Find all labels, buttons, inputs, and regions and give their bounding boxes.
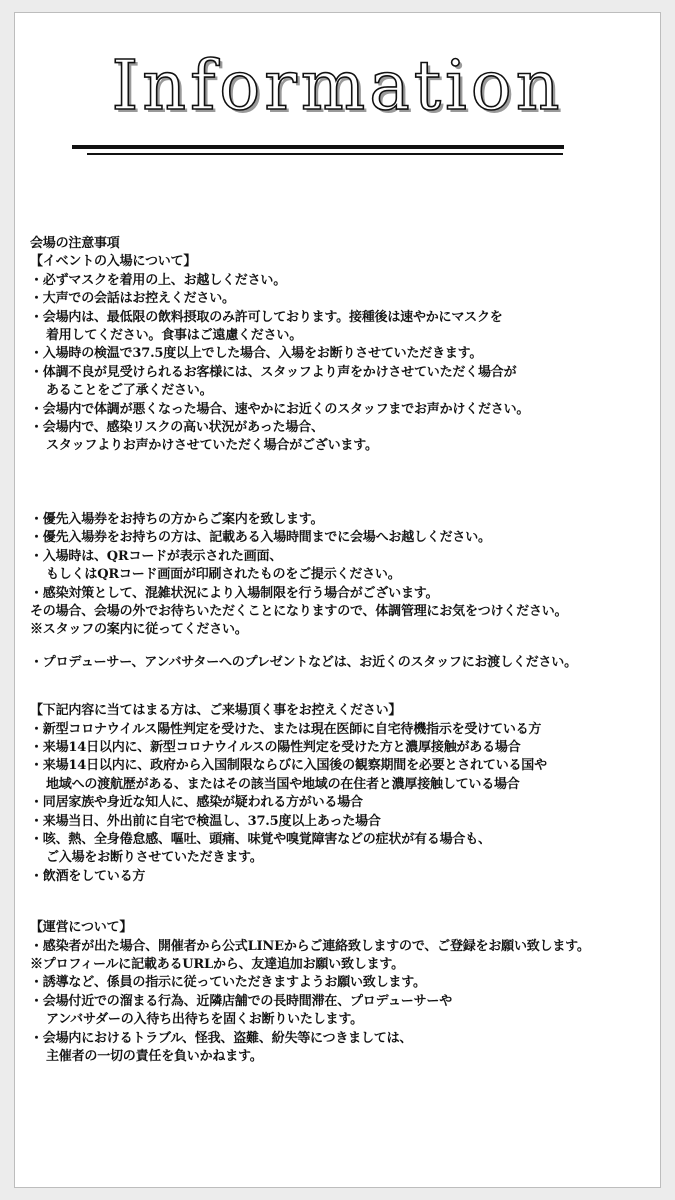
notice-line-continued: 主催者の一切の責任を負いかねます。 (46, 1049, 263, 1065)
notice-line-continued: 着用してください。食事はご遠慮ください。 (46, 328, 303, 344)
notice-line: ・会場付近での溜まる行為、近隣店舗での長時間滞在、プロデューサーや (30, 993, 453, 1009)
notice-line: その場合、会場の外でお待ちいただくことになりますので、体調管理にお気をつけください。 (30, 603, 568, 619)
section-heading: 【運営について】 (30, 920, 133, 936)
section-heading: 【下記内容に当てはまる方は、ご来場頂く事をお控えください】 (30, 703, 402, 719)
notice-line: ・誘導など、係員の指示に従っていただきますようお願い致します。 (30, 975, 426, 991)
notice-line: ・来場14日以内に、政府から入国制限ならびに入国後の観察期間を必要とされている国や (30, 758, 547, 774)
section-subheading: 【イベントの入場について】 (30, 254, 197, 270)
notice-line: ・感染者が出た場合、開催者から公式LINEからご連絡致しますので、ご登録をお願い致します。 (30, 938, 590, 954)
notice-line: ・入場時は、QRコードが表示された画面、 (30, 548, 283, 564)
information-sheet (14, 12, 661, 1188)
notice-line-continued: ご入場をお断りさせていただきます。 (46, 850, 263, 866)
title-underline-thin (87, 153, 563, 155)
notice-line: ・咳、熱、全身倦怠感、嘔吐、頭痛、味覚や嗅覚障害などの症状が有る場合も、 (30, 831, 491, 847)
notice-line-continued: あることをご了承ください。 (46, 383, 213, 399)
page-title: Information (111, 47, 564, 126)
notice-line: ・会場内におけるトラブル、怪我、盗難、紛失等につきましては、 (30, 1030, 413, 1046)
notice-line: ・必ずマスクを着用の上、お越しください。 (30, 272, 287, 288)
notice-line: ・来場14日以内に、新型コロナウイルスの陽性判定を受けた方と濃厚接触がある場合 (30, 739, 521, 755)
notice-line: ・優先入場券をお持ちの方からご案内を致します。 (30, 511, 324, 527)
notice-line: ・感染対策として、混雑状況により入場制限を行う場合がございます。 (30, 585, 439, 601)
notice-line: ・入場時の検温で37.5度以上でした場合、入場をお断りさせていただきます。 (30, 346, 483, 362)
notice-line: ・飲酒をしている方 (30, 868, 146, 884)
notice-line: ・会場内で、感染リスクの高い状況があった場合、 (30, 420, 324, 436)
notice-line-continued: 地域への渡航歴がある、またはその該当国や地域の在住者と濃厚接触している場合 (46, 776, 520, 792)
present-note: ・プロデューサー、アンバサターへのプレゼントなどは、お近くのスタッフにお渡しください。 (30, 654, 577, 670)
notice-body (30, 235, 652, 1066)
notice-line: ・新型コロナウイルス陽性判定を受けた、または現在医師に自宅待機指示を受けている方 (30, 721, 542, 737)
notice-line: ・会場内は、最低限の飲料摂取のみ許可しております。接種後は速やかにマスクを (30, 309, 503, 325)
section-heading: 会場の注意事項 (30, 236, 120, 251)
notice-line-continued: スタッフよりお声かけさせていただく場合がございます。 (46, 438, 378, 454)
notice-line-continued: もしくはQRコード画面が印刷されたものをご提示ください。 (46, 567, 401, 583)
notice-line: ・来場当日、外出前に自宅で検温し、37.5度以上あった場合 (30, 813, 381, 829)
title-underline-thick (72, 145, 564, 149)
notice-line-continued: アンバサダーの入待ち出待ちを固くお断りいたします。 (46, 1012, 363, 1028)
notice-line: ・同居家族や身近な知人に、感染が疑われる方がいる場合 (30, 795, 363, 811)
notice-line: ・優先入場券をお持ちの方は、記載ある入場時間までに会場へお越しください。 (30, 530, 491, 546)
notice-line: ※スタッフの案内に従ってください。 (30, 622, 248, 638)
notice-line: ※プロフィールに記載あるURLから、友達追加お願い致します。 (30, 957, 404, 972)
notice-line: ・会場内で体調が悪くなった場合、速やかにお近くのスタッフまでお声かけください。 (30, 401, 530, 417)
notice-line: ・大声での会話はお控えください。 (30, 291, 235, 307)
notice-line: ・体調不良が見受けられるお客様には、スタッフより声をかけさせていただく場合が (30, 364, 517, 380)
